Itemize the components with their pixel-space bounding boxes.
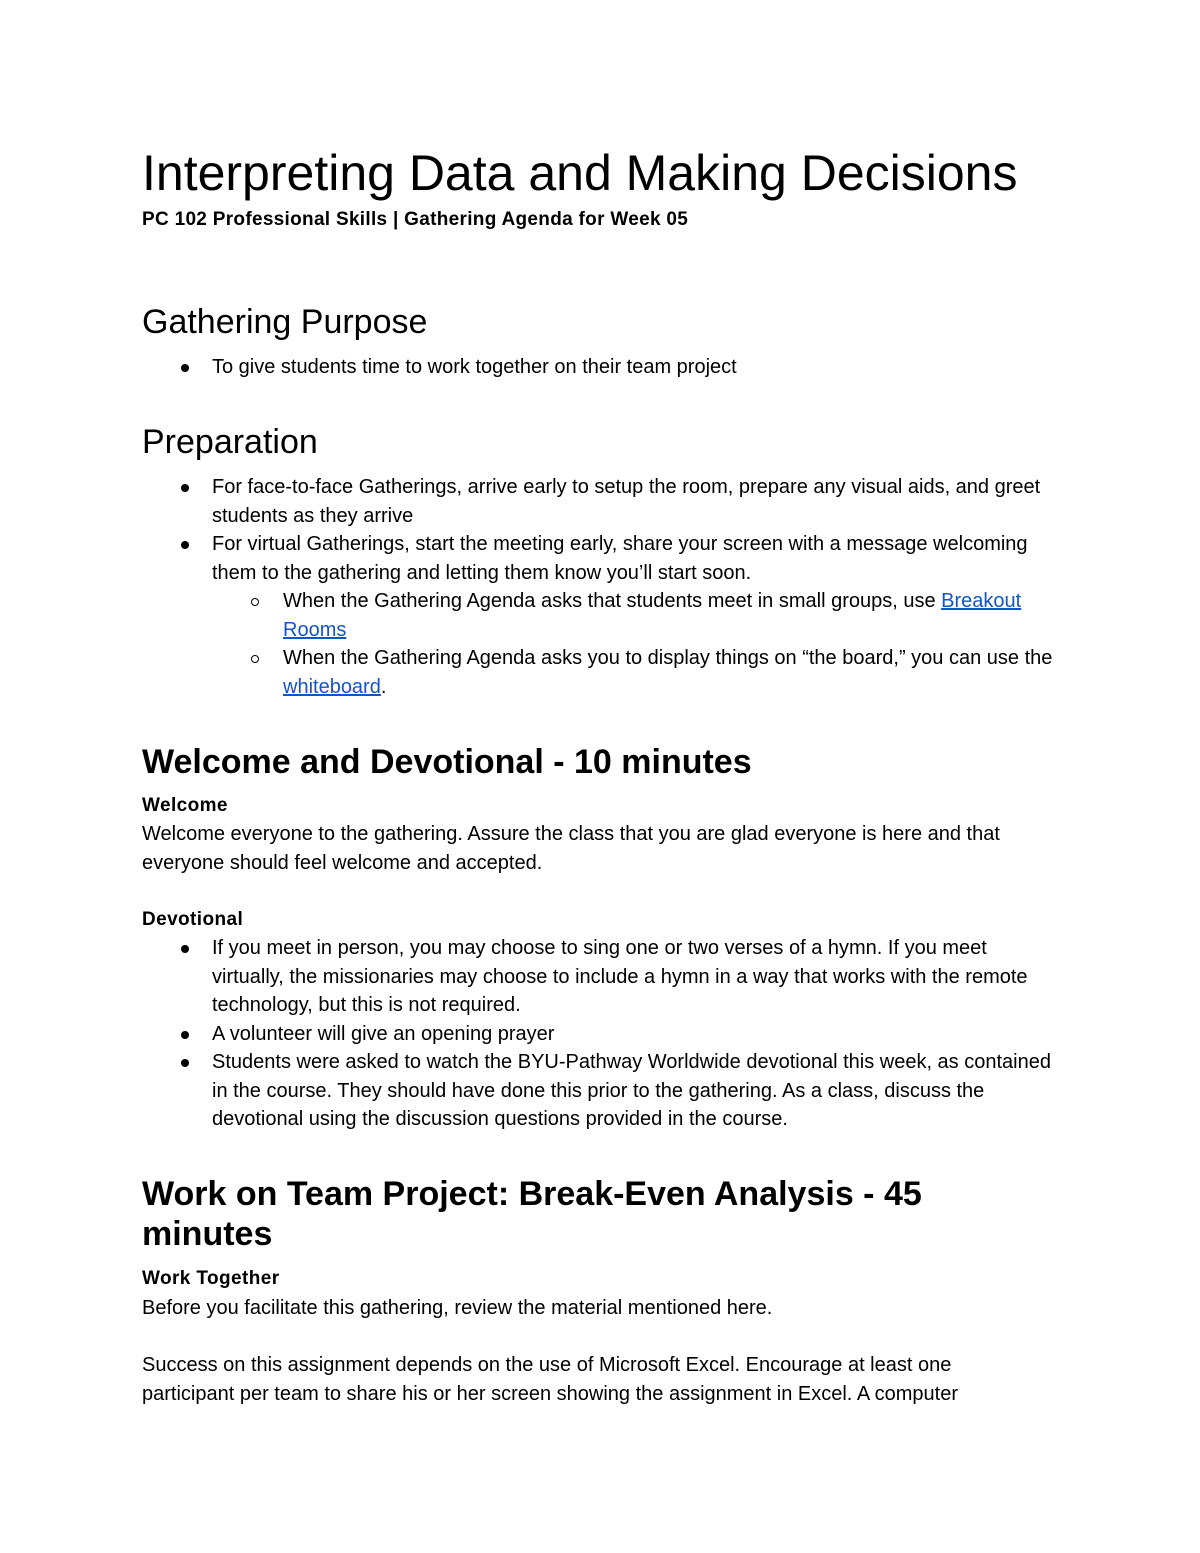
whiteboard-link[interactable]: whiteboard: [283, 675, 381, 698]
list-item: Students were asked to watch the BYU-Pathway Worldwide devotional this week, as contained in the course. They should have done this prior to the gathering. As a class, discuss the devotional using the discussion questions provided in the course.: [142, 1048, 1062, 1134]
team-project-paragraph-2: Success on this assignment depends on the use of Microsoft Excel. Encourage at least one participant per team to share his or her screen showing the assignment in Excel. A computer: [142, 1354, 958, 1405]
subheading-devotional: Devotional: [142, 909, 244, 930]
preparation-list: [142, 473, 1062, 701]
sub-list-item: When the Gathering Agenda asks that students meet in small groups, use Breakout Rooms: [212, 587, 1062, 644]
preparation-sublist: [212, 587, 1062, 701]
bullet-icon: [181, 945, 189, 953]
document-subtitle: PC 102 Professional Skills | Gathering Agenda for Week 05: [142, 209, 689, 230]
sub-list-item: When the Gathering Agenda asks you to display things on “the board,” you can use the whiteboard.: [212, 644, 1062, 701]
heading-team-project: Work on Team Project: Break-Even Analysis - 45 minutes: [142, 1175, 922, 1253]
heading-welcome-devotional: Welcome and Devotional - 10 minutes: [142, 743, 752, 781]
list-item: For face-to-face Gatherings, arrive early to setup the room, prepare any visual aids, and greet students as they arrive: [142, 473, 1062, 530]
purpose-list: [142, 353, 1062, 382]
bullet-icon: [181, 541, 189, 549]
bullet-icon: [181, 484, 189, 492]
list-item: A volunteer will give an opening prayer: [142, 1020, 1062, 1049]
document-title: Interpreting Data and Making Decisions: [142, 145, 1018, 201]
hollow-bullet-icon: [251, 655, 259, 663]
hollow-bullet-icon: [251, 598, 259, 606]
subheading-work-together: Work Together: [142, 1268, 280, 1289]
team-project-paragraph-1: Before you facilitate this gathering, review the material mentioned here.: [142, 1297, 773, 1319]
list-item: To give students time to work together on their team project: [142, 353, 1062, 382]
bullet-icon: [181, 1059, 189, 1067]
subheading-welcome: Welcome: [142, 795, 228, 816]
list-item: If you meet in person, you may choose to sing one or two verses of a hymn. If you meet virtually, the missionaries may choose to include a hymn in a way that works with the remote technology, but this is not required.: [142, 934, 1062, 1020]
devotional-list: [142, 934, 1062, 1134]
heading-preparation: Preparation: [142, 423, 318, 461]
welcome-paragraph: Welcome everyone to the gathering. Assure the class that you are glad everyone is here and that everyone should feel welcome and accepted.: [142, 823, 1000, 874]
bullet-icon: [181, 1031, 189, 1039]
heading-gathering-purpose: Gathering Purpose: [142, 303, 428, 341]
breakout-rooms-link[interactable]: Breakout Rooms: [283, 590, 1022, 641]
list-item: For virtual Gatherings, start the meeting early, share your screen with a message welcoming them to the gathering and letting them know you’ll start soon. When the Gathering Agenda asks that students meet in small groups, use Breakout Rooms When the Gathering Agenda asks you to display things on “the board,” you can use the whiteboard.: [142, 530, 1062, 701]
bullet-icon: [181, 364, 189, 372]
